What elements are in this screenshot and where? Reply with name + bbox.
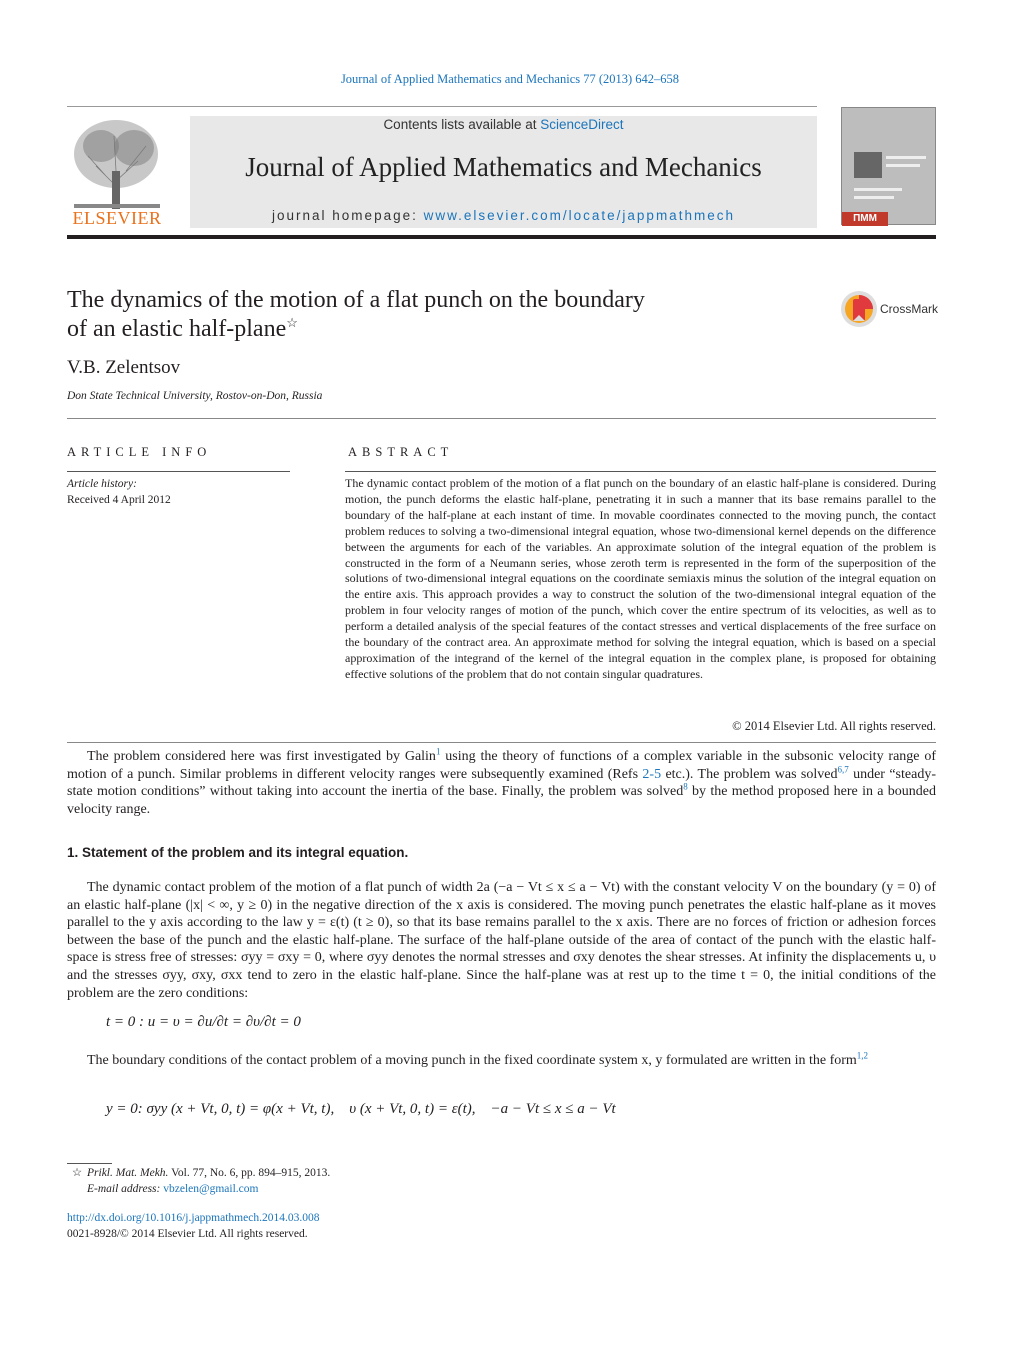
homepage-link[interactable]: www.elsevier.com/locate/jappmathmech xyxy=(423,208,735,223)
header-divider xyxy=(67,106,817,107)
crossmark-label: CrossMark xyxy=(880,302,939,316)
abstract-text: The dynamic contact problem of the motion of a flat punch on the boundary of an elastic half-plane is considered. During motion, the punch deforms the elastic half-plane, penetrating it in such a manner that its base remains parallel to the boundary of the half-plane at each instant of time. In movable coordinates connected to the moving punch, the contact problem reduces to solving a two-dimensional integral equation, whose two-dimensional kernel depends on the difference between the arguments for each of the variables. An approximate solution of the integral equation of the problem is constructed in the form of a Neumann series, whose zeroth term is represented in the form of the superposition of the solutions of two-dimensional integral equations on the coordinate semiaxis minus the solution of the integral equation on the entire axis. This approach provides a way to construct the solution of the two-dimensional integral equation of the problem in four velocity ranges of motion of the punch, which cover the entire spectrum of its velocities, as well as to perform a detailed analysis of the special features of the contact stresses and vertical displacements of the free surface on the boundary of the contract area. An approximate method for solving the integral equation, which is based on a special approximation of the integrand of the kernel of the integral equation in the complex plane, is proposed for obtaining effective solutions of the problem that do not contain singular quadratures. xyxy=(345,476,936,681)
section1-paragraph: The dynamic contact problem of the motion of a flat punch of width 2a (−a − Vt ≤ x ≤ a − Vt) with the constant velocity V on the boundary (y = 0) of an elastic half-plane (|x| < ∞, y ≥ 0) in the negative direction of the x axis is considered. The moving punch penetrates the elastic half-plane as it moves parallel to the y axis according to the law y = ε(t) (t ≥ 0), so that its base remains parallel to the x axis. There are no forces of friction or adhesion forces between the base of the punch and the elastic half-plane. The surface of the half-plane outside of the area of contact of the punch with the elastic half-space is stress free of stresses: σyy = σxy = 0, where σyy denotes the normal stresses and σxy denotes the shear stresses. At infinity the displacements u, υ and the stresses σyy, σxy, σxx tend to zero in the elastic half-plane. Since the half-plane was at rest up to the time t = 0, the initial conditions of the problem are the zero conditions: xyxy=(67,880,936,1001)
header-rule xyxy=(67,235,936,239)
section-heading: 1. Statement of the problem and its integral equation. xyxy=(67,845,409,860)
email-link[interactable]: vbzelen@gmail.com xyxy=(163,1182,259,1195)
ref-link[interactable]: 1,2 xyxy=(856,1050,869,1061)
cover-logo: ПММ xyxy=(842,212,888,226)
ref-link[interactable]: 1 xyxy=(435,746,441,757)
sciencedirect-link[interactable]: ScienceDirect xyxy=(540,117,624,132)
crossmark-icon xyxy=(840,290,878,328)
cover-emblem xyxy=(854,152,882,178)
boundary-conditions-equation: y = 0: σyy (x + Vt, 0, t) = φ(x + Vt, t), υ (x + Vt, 0, t) = ε(t), −a − Vt ≤ x ≤ a − Vt xyxy=(106,1101,616,1117)
author-name: V.B. Zelentsov xyxy=(67,357,181,378)
intro-paragraph: The problem considered here was first investigated by Galin$^1$ using the theory of functions of a complex variable in the subsonic velocity range of motion of a punch. Similar problems in different velocity ranges were subsequently examined (Refs 2-5 etc.). The problem was solved$^{6,7}$ under “steady-state motion conditions” without taking into account the inertia of the base. Finally, the problem was solved$^8$ by the method proposed here in a bounded velocity range. xyxy=(67,746,936,817)
doi-block: http://dx.doi.org/10.1016/j.jappmathmech.2014.03.008 0021-8928/© 2014 Elsevier Ltd. All rights reserved. xyxy=(67,1212,320,1240)
cover-line xyxy=(886,156,926,159)
abstract-copyright: © 2014 Elsevier Ltd. All rights reserved. xyxy=(732,719,936,733)
footnote-rule xyxy=(67,1163,112,1164)
journal-title: Journal of Applied Mathematics and Mechanics xyxy=(245,152,762,182)
journal-cover[interactable] xyxy=(841,107,936,225)
footnote: ☆ Prikl. Mat. Mekh. Vol. 77, No. 6, pp. 894–915, 2013. E-mail address: vbzelen@gmail.com xyxy=(71,1167,331,1195)
abstract-heading: ABSTRACT xyxy=(348,445,454,459)
cover-line xyxy=(854,188,902,191)
boundary-conditions-paragraph: The boundary conditions of the contact problem of a moving punch in the fixed coordinate system x, y formulated are written in the form$^{1,2}$ xyxy=(87,1050,869,1068)
cover-line xyxy=(854,196,894,199)
journal-citation[interactable]: Journal of Applied Mathematics and Mechanics 77 (2013) 642–658 xyxy=(340,72,680,86)
article-history: Article history: Received 4 April 2012 xyxy=(67,478,171,506)
contents-line: Contents lists available at ScienceDirect xyxy=(383,117,624,132)
ref-link[interactable]: 8 xyxy=(683,781,688,792)
article-info-rule xyxy=(67,471,290,472)
ref-link[interactable]: 6,7 xyxy=(837,763,849,774)
cover-line xyxy=(886,164,920,167)
article-info-heading: ARTICLE INFO xyxy=(67,445,212,459)
doi-link[interactable]: http://dx.doi.org/10.1016/j.jappmathmech.2014.03.008 xyxy=(67,1212,320,1224)
title-footnote-mark[interactable]: ☆ xyxy=(286,315,298,330)
article-title: The dynamics of the motion of a flat punch on the boundary of an elastic half-plane☆ xyxy=(67,287,645,342)
abstract-rule xyxy=(345,471,936,472)
initial-conditions-equation: t = 0 : u = υ = ∂u/∂t = ∂υ/∂t = 0 xyxy=(106,1014,301,1030)
section-divider xyxy=(67,418,936,419)
abstract-divider xyxy=(67,742,936,743)
elsevier-wordmark: ELSEVIER xyxy=(72,208,162,228)
elsevier-logo[interactable] xyxy=(66,116,168,228)
author-affiliation: Don State Technical University, Rostov-on-Don, Russia xyxy=(67,390,323,402)
journal-homepage: journal homepage: www.elsevier.com/locate/jappmathmech xyxy=(272,208,735,223)
ref-link[interactable]: 2-5 xyxy=(642,766,662,782)
crossmark-badge[interactable] xyxy=(840,290,950,330)
